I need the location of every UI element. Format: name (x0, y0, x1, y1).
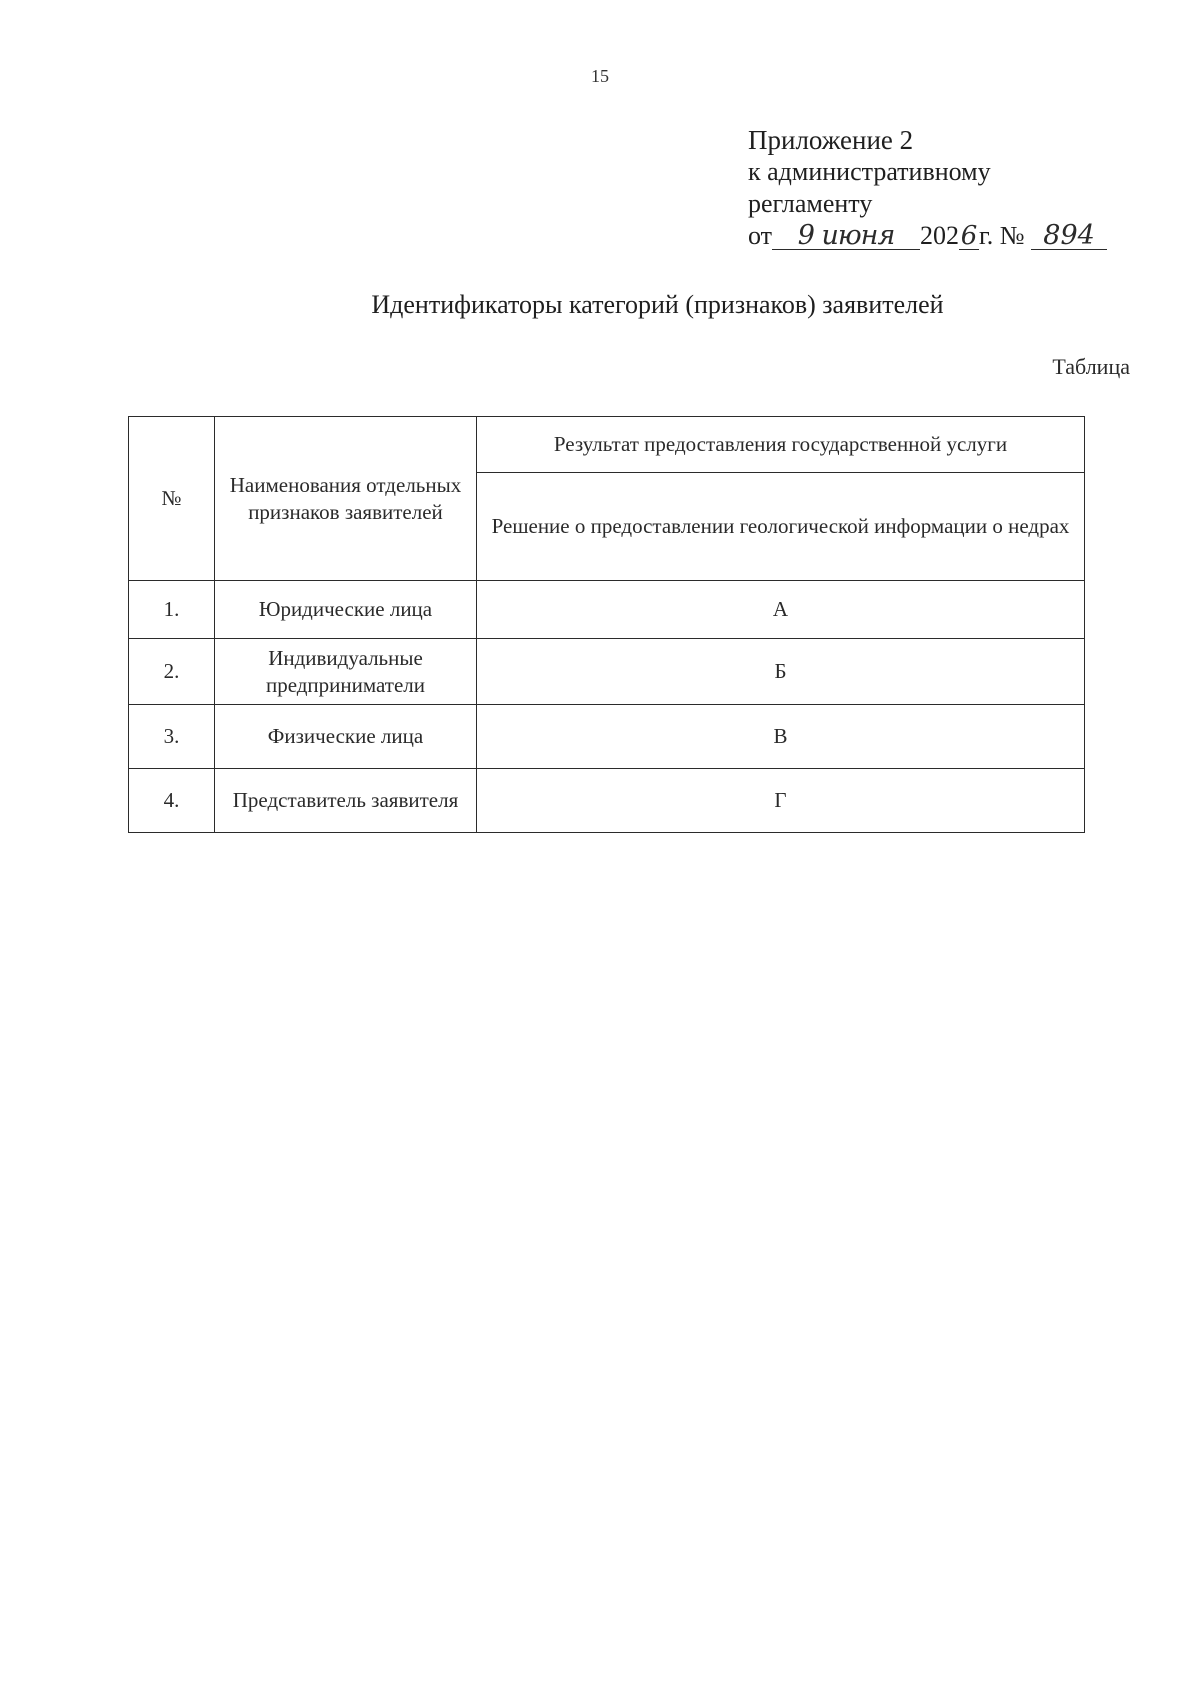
handwritten-year: 6 (960, 221, 978, 251)
appendix-title: Приложение 2 (748, 125, 914, 155)
row-number: 2. (129, 639, 215, 705)
row-name: Физические лица (215, 705, 477, 769)
year-field (959, 223, 979, 250)
table-row (129, 705, 1085, 769)
table-row (129, 769, 1085, 833)
date-field (772, 222, 920, 250)
row-number: 4. (129, 769, 215, 833)
row-name: Индивидуальные предприниматели (215, 639, 477, 705)
year-prefix: 202 (920, 221, 960, 250)
applicant-categories-table (128, 416, 1085, 833)
table-header-row (129, 417, 1085, 473)
header-result-group: Результат предоставления государственной услуги (477, 417, 1085, 473)
header-name: Наименования отдельных признаков заявителей (215, 417, 477, 581)
page-number: 15 (591, 66, 609, 86)
header-result-sub: Решение о предоставлении геологической информации о недрах (477, 473, 1085, 581)
appendix-line-3: регламенту (748, 189, 873, 218)
table-row (129, 639, 1085, 705)
appendix-block (748, 124, 1168, 252)
date-prefix: от (748, 221, 773, 250)
year-suffix: г. № (979, 221, 1025, 250)
row-code: Б (477, 639, 1085, 705)
header-number: № (129, 417, 215, 581)
number-field (1031, 222, 1107, 250)
appendix-line-2: к административному (748, 157, 991, 186)
document-title: Идентификаторы категорий (признаков) заявителей (371, 290, 944, 319)
row-code: В (477, 705, 1085, 769)
table-row (129, 581, 1085, 639)
handwritten-number: 894 (1043, 220, 1095, 251)
row-name: Представитель заявителя (215, 769, 477, 833)
row-number: 3. (129, 705, 215, 769)
row-number: 1. (129, 581, 215, 639)
handwritten-date: 9 июня (797, 220, 895, 251)
table-caption: Таблица (1052, 354, 1130, 379)
row-code: А (477, 581, 1085, 639)
row-name: Юридические лица (215, 581, 477, 639)
appendix-date-line (748, 220, 1168, 252)
row-code: Г (477, 769, 1085, 833)
